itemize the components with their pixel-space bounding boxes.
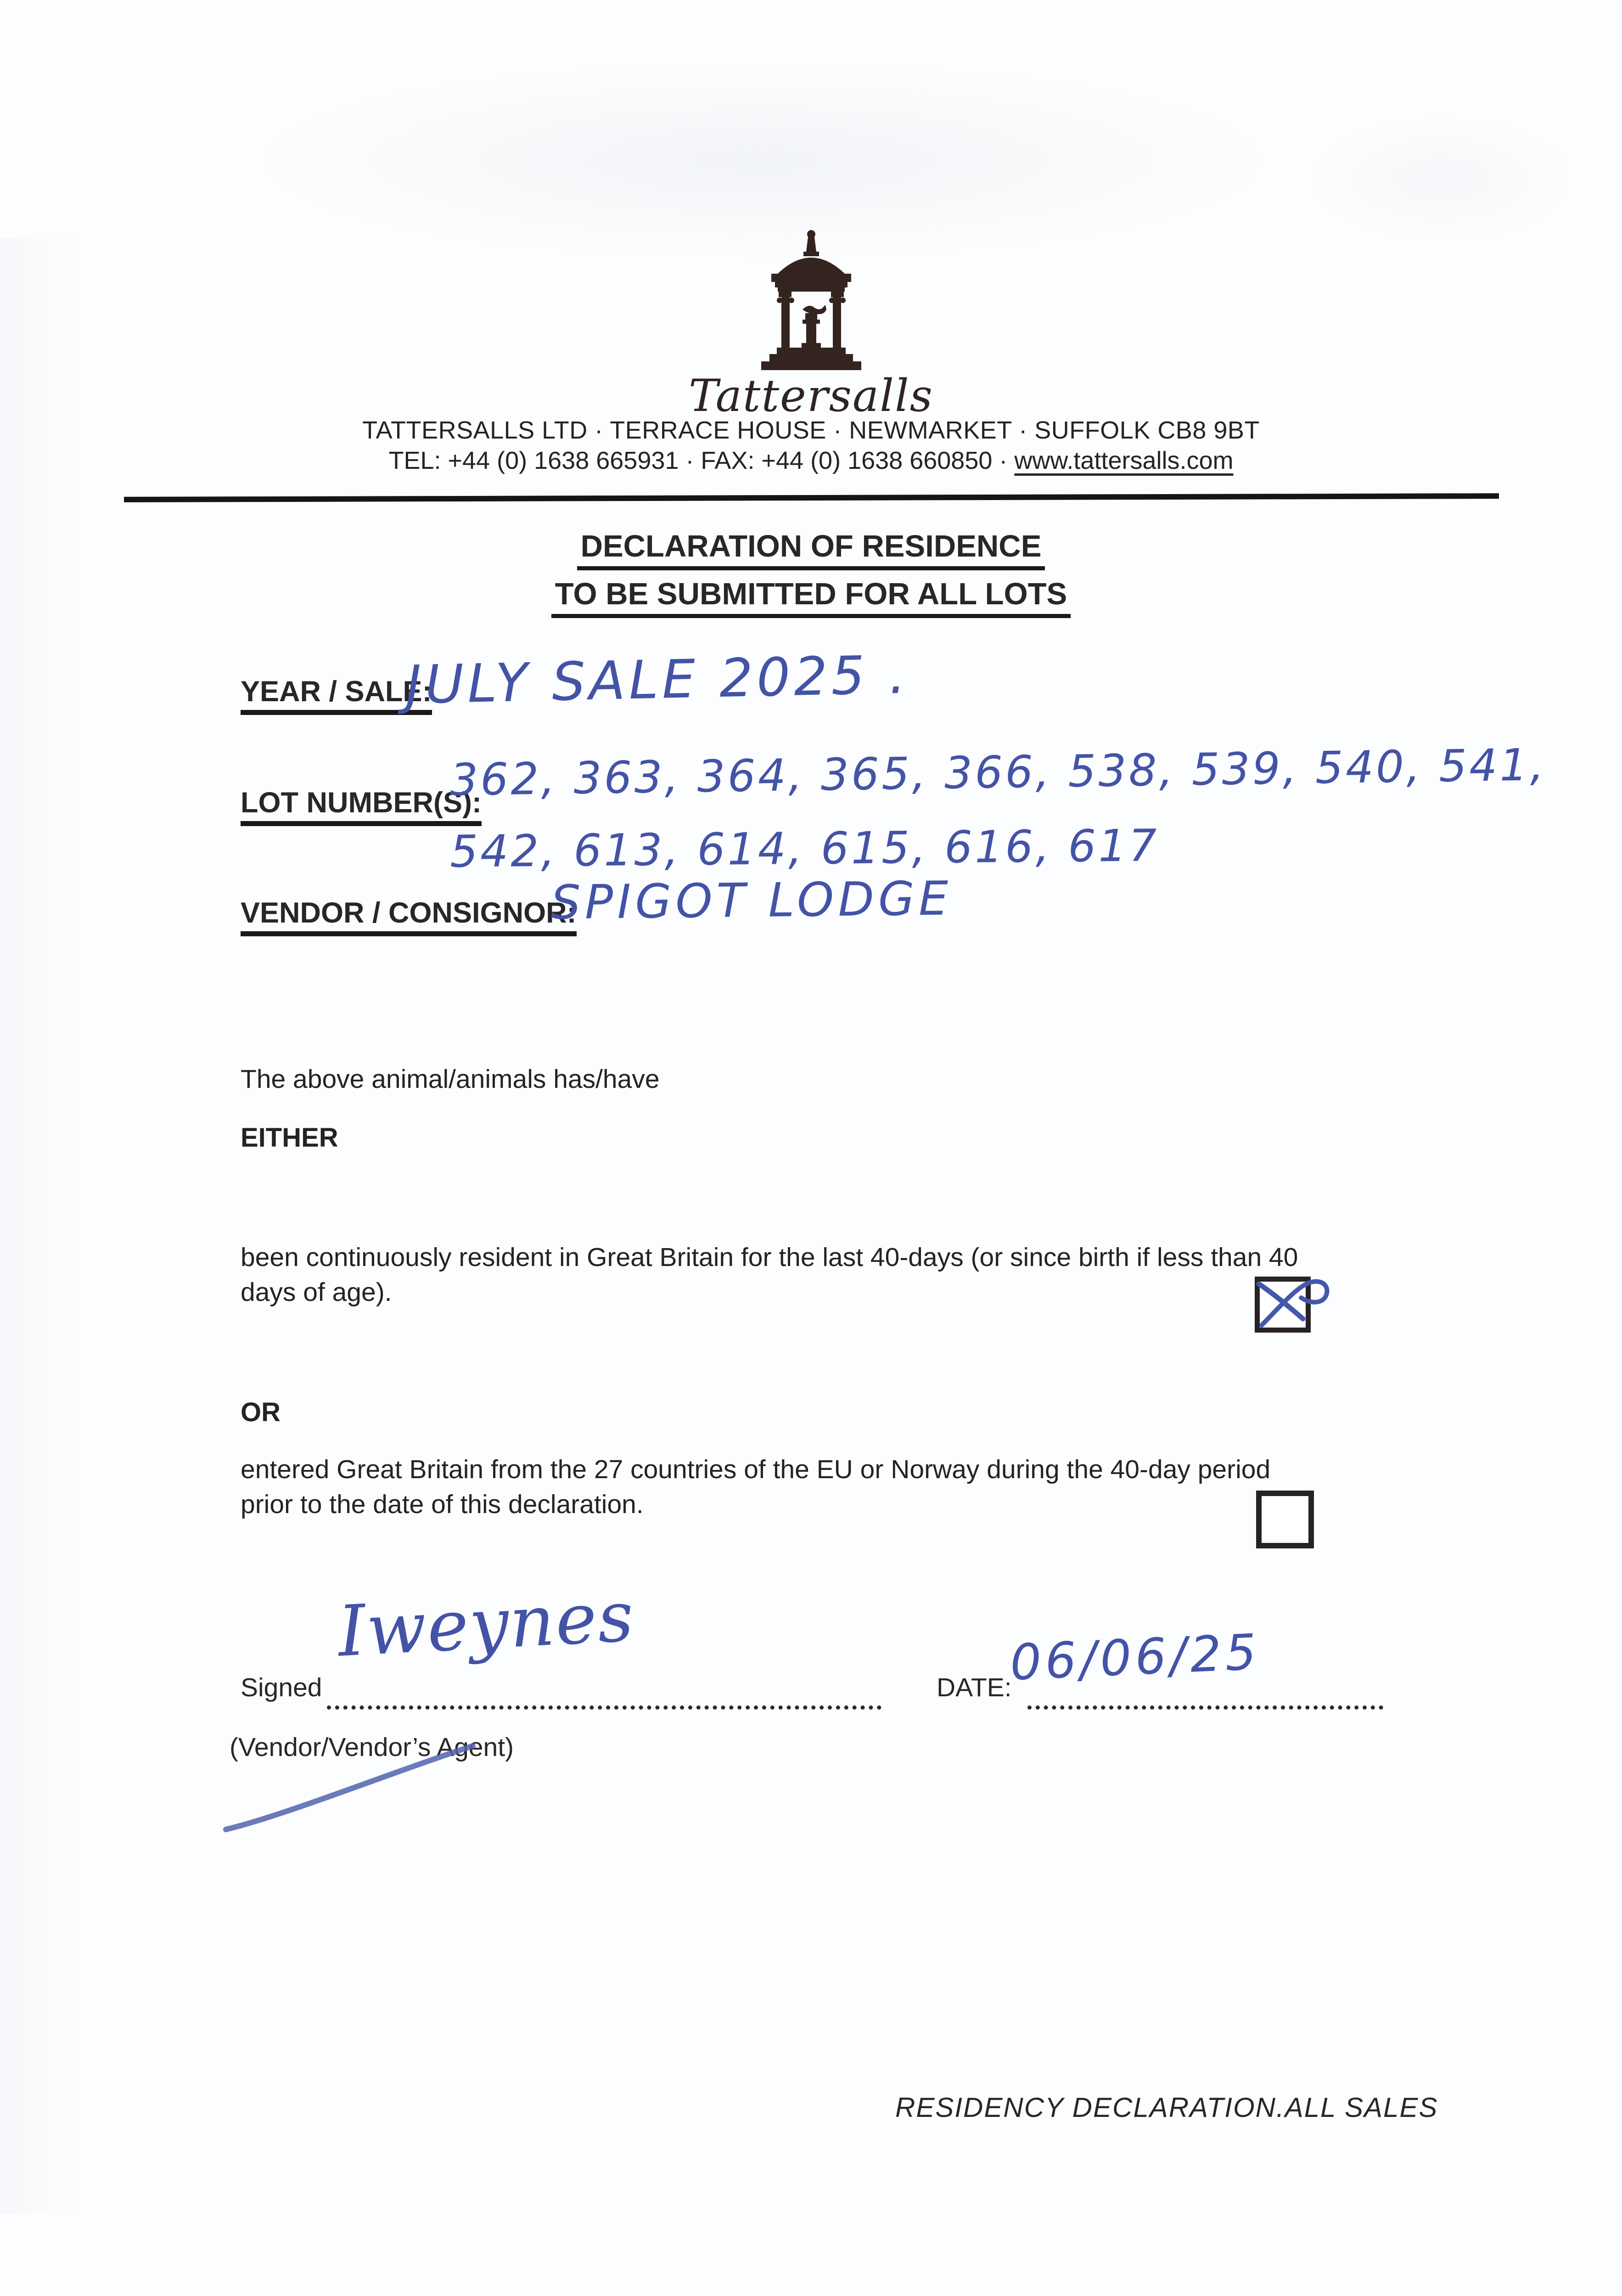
date-label: DATE: xyxy=(937,1673,1012,1702)
option1-line1: been continuously resident in Great Britain for the last 40-days (or since birth if less than 40 xyxy=(241,1243,1298,1272)
year-sale-value-handwriting: JULY SALE 2025 . xyxy=(405,644,910,716)
option2-line1: entered Great Britain from the 27 countries of the EU or Norway during the 40-day period xyxy=(241,1455,1271,1484)
doc-title-line2: TO BE SUBMITTED FOR ALL LOTS xyxy=(551,579,1071,618)
signature-handwriting: Iweynes xyxy=(336,1576,637,1672)
brand-wordmark: Tattersalls xyxy=(689,370,933,422)
either-heading: EITHER xyxy=(241,1123,338,1153)
scan-artifact xyxy=(1313,119,1570,239)
intro-text: The above animal/animals has/have xyxy=(241,1064,660,1094)
vendor-agent-note: (Vendor/Vendor’s Agent) xyxy=(230,1733,514,1762)
option1-line2: days of age). xyxy=(241,1277,392,1307)
pen-flourish xyxy=(219,1739,481,1838)
doc-title-line1: DECLARATION OF RESIDENCE xyxy=(577,531,1045,570)
residency-checkbox-x-mark xyxy=(1244,1262,1350,1345)
vendor-consignor-value-handwriting: SPIGOT LODGE xyxy=(550,871,953,930)
divider-rule xyxy=(124,493,1499,502)
document-title xyxy=(0,531,1622,618)
signed-label: Signed xyxy=(241,1673,322,1702)
website-link[interactable]: www.tattersalls.com xyxy=(1014,447,1234,474)
contact-text: TEL: +44 (0) 1638 665931 · FAX: +44 (0) 1638 660850 · xyxy=(388,447,1015,474)
vendor-consignor-label: VENDOR / CONSIGNOR: xyxy=(241,896,577,936)
contact-line xyxy=(0,446,1622,475)
address-line: TATTERSALLS LTD · TERRACE HOUSE · NEWMARKET · SUFFOLK CB8 9BT xyxy=(362,416,1260,444)
footer-text: RESIDENCY DECLARATION.ALL SALES xyxy=(895,2092,1438,2123)
date-handwriting: 06/06/25 xyxy=(1009,1624,1262,1692)
option2-line2: prior to the date of this declaration. xyxy=(241,1490,644,1519)
eu-entry-checkbox[interactable] xyxy=(1256,1491,1314,1548)
or-heading: OR xyxy=(241,1397,281,1427)
signature-line[interactable] xyxy=(327,1675,881,1710)
tattersalls-logo-icon xyxy=(0,228,1622,373)
lot-numbers-label: LOT NUMBER(S): xyxy=(241,786,482,826)
lot-numbers-line1-handwriting: 362, 363, 364, 365, 366, 538, 539, 540, 541, xyxy=(449,739,1547,806)
lot-numbers-line2-handwriting: 542, 613, 614, 615, 616, 617 xyxy=(449,820,1160,878)
year-sale-label: YEAR / SALE: xyxy=(241,675,432,715)
